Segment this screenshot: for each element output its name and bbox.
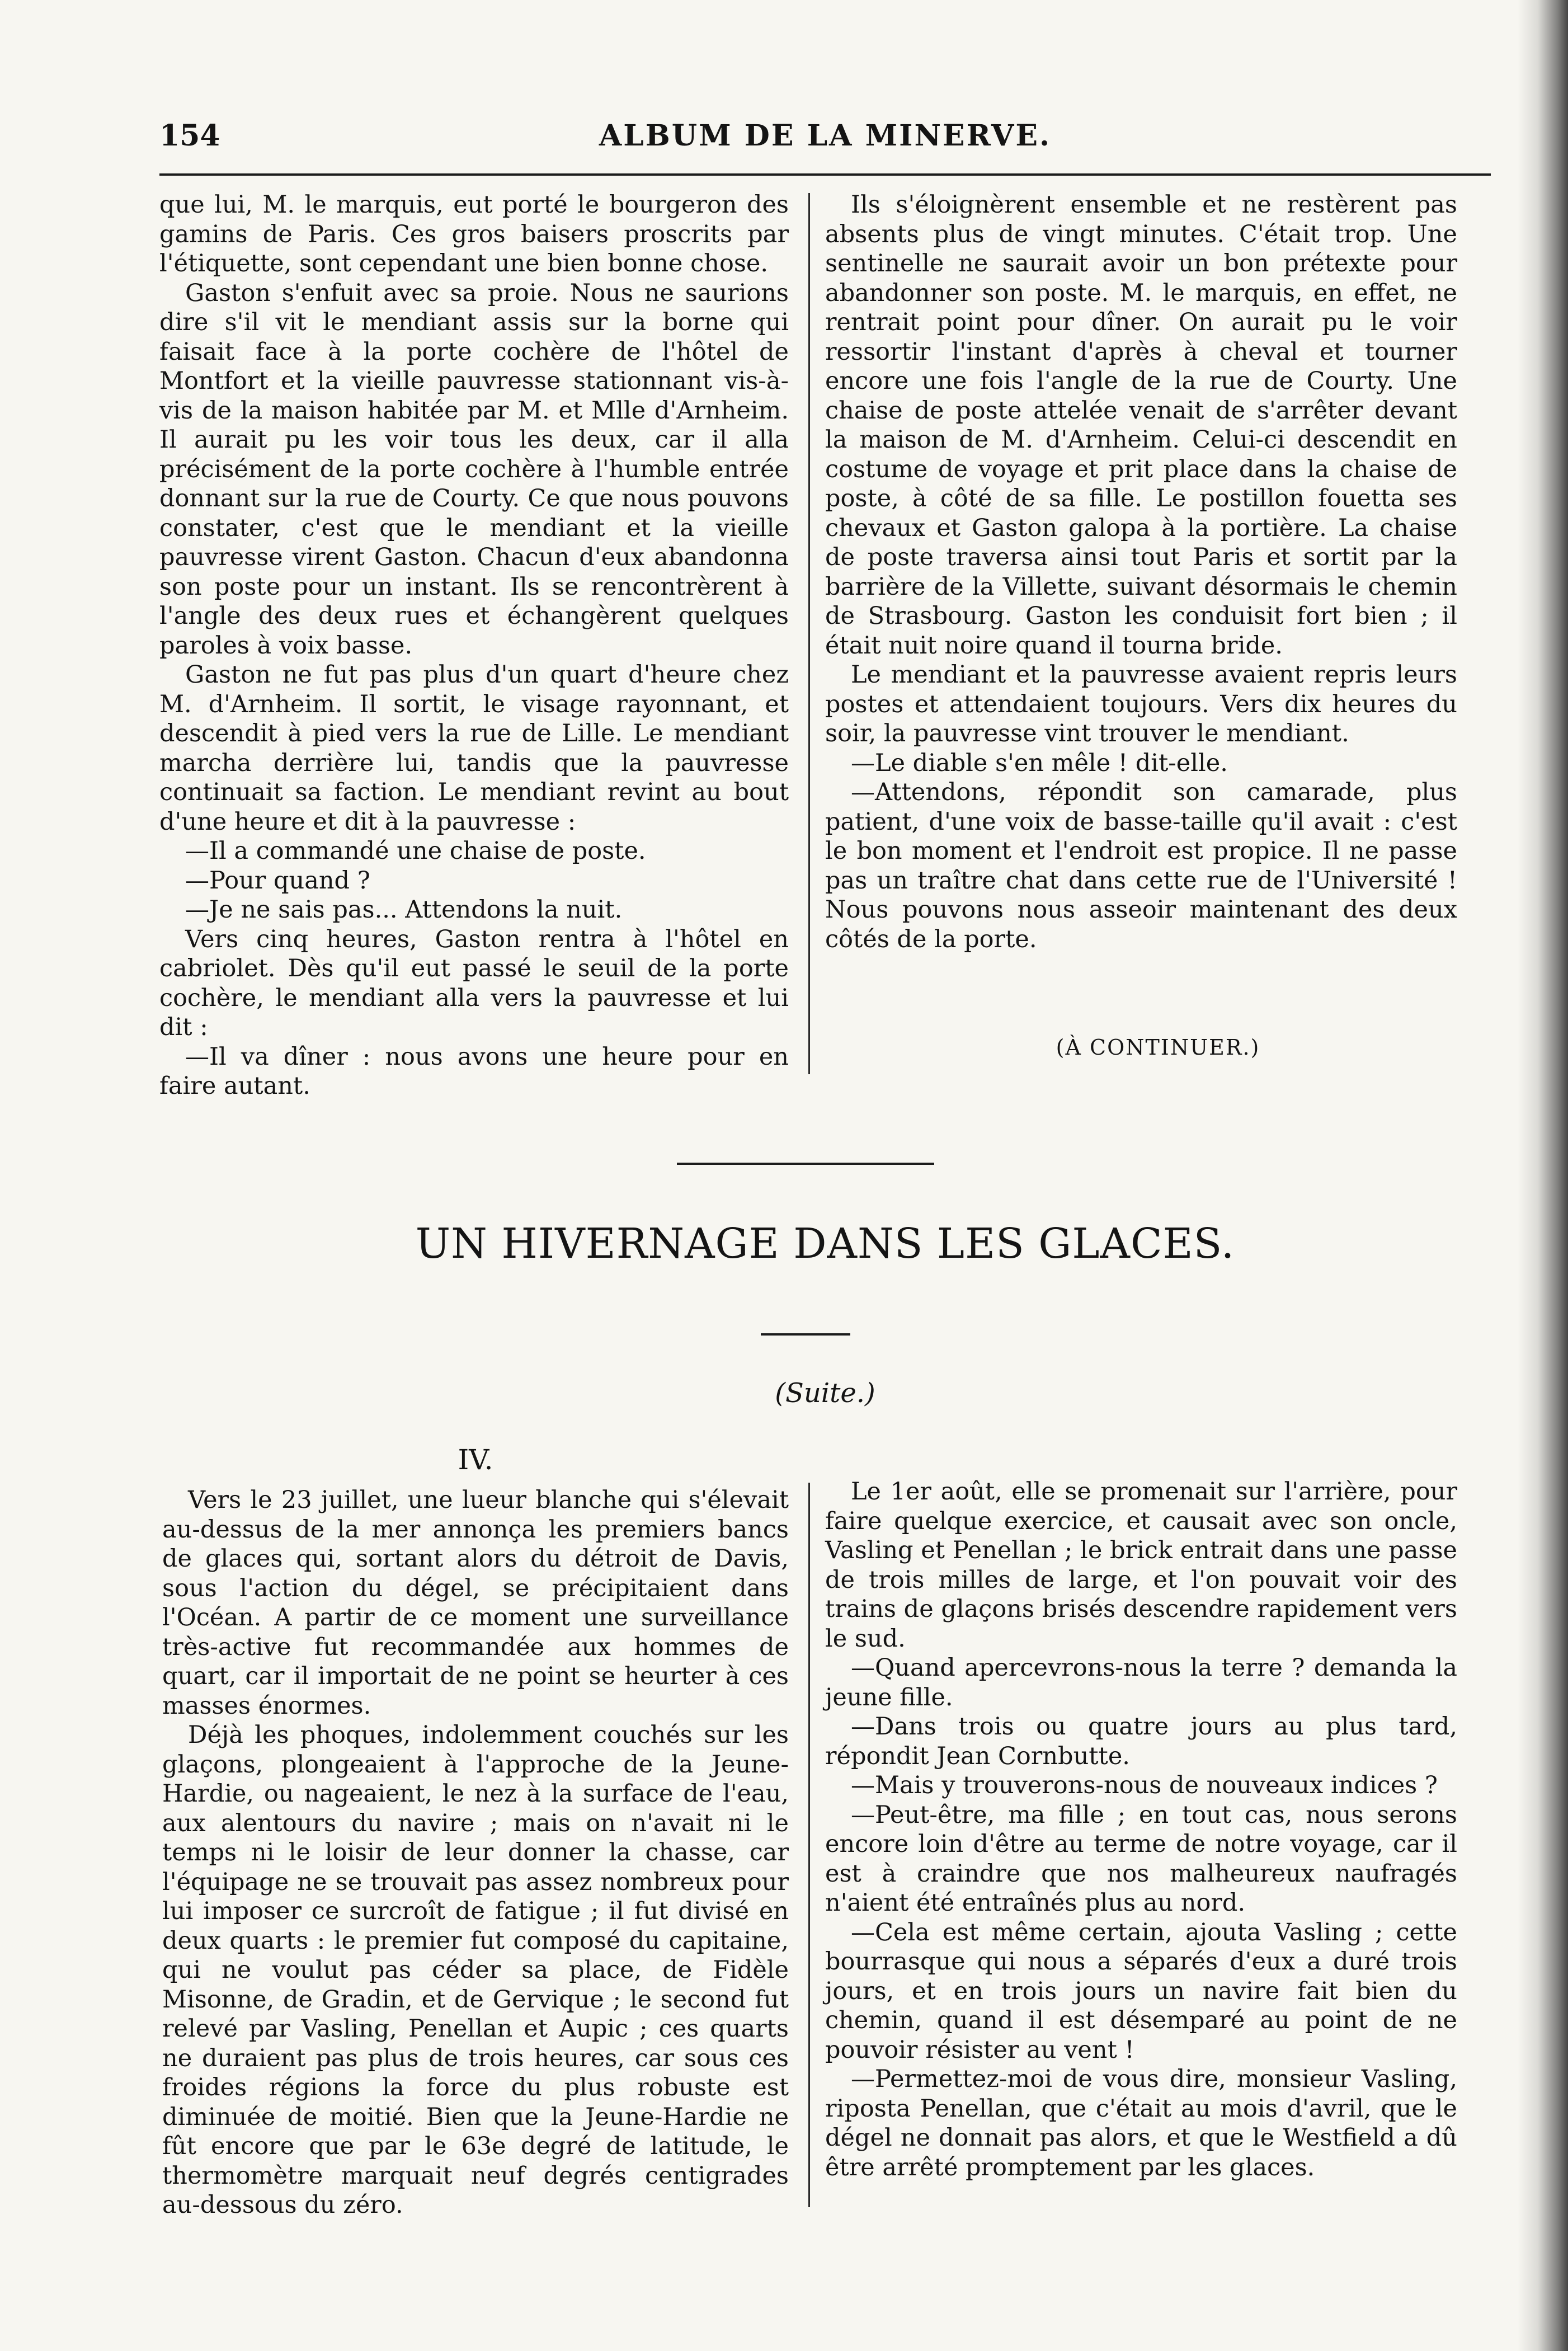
continuation-note: (À CONTINUER.) [1056, 1035, 1260, 1060]
article-right-paragraph: —Quand apercevrons-nous la terre ? demanda la jeune fille. [825, 1654, 1457, 1711]
header-rule [159, 173, 1491, 176]
article-right-paragraph: —Peut-être, ma fille ; en tout cas, nous serons encore loin d'être au terme de notre voyage, car il est à craindre que nos malheureux naufragés n'aient été entraînés plus au nord. [825, 1800, 1457, 1917]
running-title: ALBUM DE LA MINERVE. [599, 119, 1052, 153]
article-right-paragraph: —Dans trois ou quatre jours au plus tard, répondit Jean Cornbutte. [825, 1713, 1457, 1770]
story-left-paragraph: —Pour quand ? [185, 866, 370, 895]
story-left-paragraph: Gaston ne fut pas plus d'un quart d'heure chez M. d'Arnheim. Il sortit, le visage rayonnant, et descendit à pied vers la rue de Lille. Le mendiant marcha derrière lui, tandis que la pauvresse continuait sa faction. Le mendiant revint au bout d'une heure et dit à la pauvresse : [159, 661, 789, 836]
article-right-paragraph: —Mais y trouverons-nous de nouveaux indices ? [851, 1771, 1438, 1799]
section-separator [677, 1163, 934, 1165]
page-edge-shadow [1518, 0, 1568, 2351]
article-right-column [825, 1477, 1457, 2182]
story-left-paragraph: que lui, M. le marquis, eut porté le bourgeron des gamins de Paris. Ces gros baisers proscrits par l'étiquette, sont cependant une bien bonne chose. [159, 191, 789, 278]
story-left-paragraph: —Il va dîner : nous avons une heure pour en faire autant. [159, 1042, 789, 1100]
story-right-paragraph: —Attendons, répondit son camarade, plus patient, d'une voix de basse-taille qu'il avait : c'est le bon moment et l'endroit est propice. Il ne passe pas un traître chat dans cette rue de l'Université ! Nous pouvons nous asseoir maintenant des deux côtés de la porte. [825, 778, 1457, 953]
article-suite: (Suite.) [775, 1377, 875, 1409]
article-right-paragraph: —Permettez-moi de vous dire, monsieur Vasling, riposta Penellan, que c'était au mois d'avril, que le dégel ne donnait pas alors, et que le Westfield a dû être arrêté promptement par les glaces. [825, 2065, 1457, 2181]
article-right-paragraph: Le 1er août, elle se promenait sur l'arrière, pour faire quelque exercice, et causait avec son oncle, Vasling et Penellan ; le brick entrait dans une passe de trois milles de large, et l'on pouvait voir des trains de glaçons brisés descendre rapidement vers le sud. [825, 1478, 1457, 1653]
story-right-column [825, 190, 1457, 954]
story-right-paragraph: —Le diable s'en mêle ! dit-elle. [851, 749, 1228, 777]
page-header [159, 119, 1491, 169]
article-title: UN HIVERNAGE DANS LES GLACES. [415, 1220, 1235, 1268]
story-left-paragraph: Vers cinq heures, Gaston rentra à l'hôtel en cabriolet. Dès qu'il eut passé le seuil de la porte cochère, le mendiant alla vers la pauvresse et lui dit : [159, 925, 789, 1041]
story-left-paragraph: —Je ne sais pas... Attendons la nuit. [185, 896, 623, 924]
story-right-paragraph: Le mendiant et la pauvresse avaient repris leurs postes et attendaient toujours. Vers dix heures du soir, la pauvresse vint trouver le mendiant. [825, 661, 1457, 747]
article-right-paragraph: —Cela est même certain, ajouta Vasling ; cette bourrasque qui nous a séparés d'eux a duré trois jours, et en trois jours un navire fait bien du chemin, quand il est désemparé au point de ne pouvoir résister au vent ! [825, 1918, 1457, 2064]
title-separator [761, 1333, 850, 1336]
article-left-paragraph: Déjà les phoques, indolemment couchés sur les glaçons, plongeaient à l'approche de la Jeune-Hardie, ou nageaient, le nez à la surface de l'eau, aux alentours du navire ; mais on n'avait ni le temps ni le loisir de leur donner la chasse, car l'équipage ne se trouvait pas assez nombreux pour lui imposer ce surcroît de fatigue ; il fut divisé en deux quarts : le premier fut composé du capitaine, qui ne voulut pas céder sa place, de Fidèle Misonne, de Gradin, et de Gervique ; le second fut relevé par Vasling, Penellan et Aupic ; ces quarts ne duraient pas plus de trois heures, car sous ces froides régions la force du plus robuste est diminuée de moitié. Bien que la Jeune-Hardie ne fût encore que par le 63e degré de latitude, le thermomètre marquait neuf degrés centigrades au-dessous du zéro. [162, 1721, 789, 2219]
story-right-paragraph: Ils s'éloignèrent ensemble et ne restèrent pas absents plus de vingt minutes. C'était trop. Une sentinelle ne saurait avoir un bon prétexte pour abandonner son poste. M. le marquis, en effet, ne rentrait point pour dîner. On aurait pu le voir ressortir l'instant d'après à cheval et tourner encore une fois l'angle de la rue de Courty. Une chaise de poste attelée venait de s'arrêter devant la maison de M. d'Arnheim. Celui-ci descendit en costume de voyage et prit place dans la chaise de poste, à côté de sa fille. Le postillon fouetta ses chevaux et Gaston galopa à la portière. La chaise de poste traversa ainsi tout Paris et sortit par la barrière de la Villette, suivant désormais le chemin de Strasbourg. Gaston les conduisit fort bien ; il était nuit noire quand il tourna bride. [825, 191, 1457, 660]
article-left-column [162, 1485, 789, 2220]
story-left-column [159, 190, 789, 1101]
column-rule [808, 193, 810, 1074]
column-rule [808, 1483, 810, 2207]
story-left-paragraph: Gaston s'enfuit avec sa proie. Nous ne saurions dire s'il vit le mendiant assis sur la borne qui faisait face à la porte cochère de l'hôtel de Montfort et la vieille pauvresse stationnant vis-à-vis de la maison habitée par M. et Mlle d'Arnheim. Il aurait pu les voir tous les deux, car il alla précisément de la porte cochère à l'humble entrée donnant sur la rue de Courty. Ce que nous pouvons constater, c'est que le mendiant et la vieille pauvresse virent Gaston. Chacun d'eux abandonna son poste pour un instant. Ils se rencontrèrent à l'angle des deux rues et échangèrent quelques paroles à voix basse. [159, 279, 789, 660]
chapter-number: IV. [458, 1443, 493, 1476]
story-left-paragraph: —Il a commandé une chaise de poste. [185, 837, 646, 865]
article-left-paragraph: Vers le 23 juillet, une lueur blanche qui s'élevait au-dessus de la mer annonça les premiers bancs de glaces qui, sortant alors du détroit de Davis, sous l'action du dégel, se précipitaient dans l'Océan. A partir de ce moment une surveillance très-active fut recommandée aux hommes de quart, car il importait de ne point se heurter à ces masses énormes. [162, 1486, 789, 1720]
page-number: 154 [159, 119, 220, 153]
